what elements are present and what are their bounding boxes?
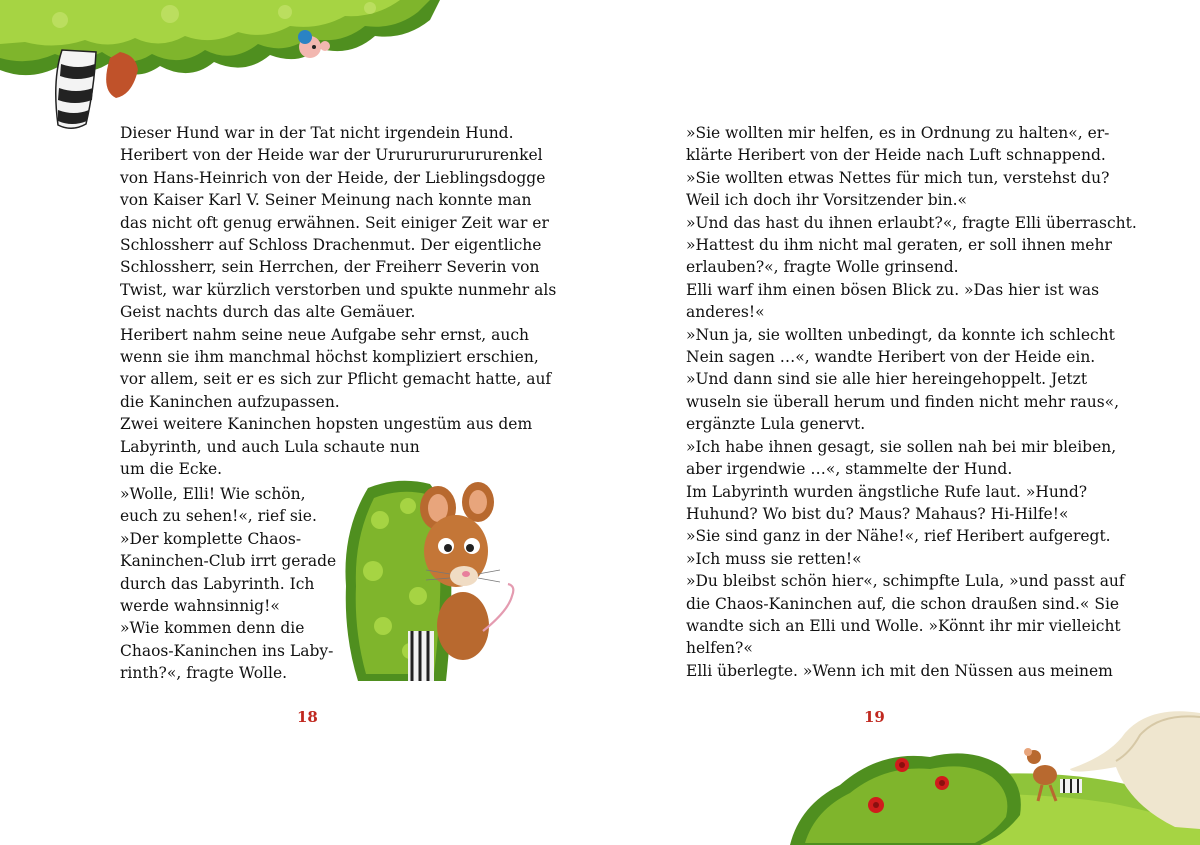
text-line: rinth?«, fragte Wolle. bbox=[120, 664, 288, 683]
red-squirrel-tail bbox=[106, 52, 138, 98]
text-line: »Du bleibst schön hier«, schimpfte Lula, »und passt auf bbox=[686, 572, 1125, 591]
text-line: das nicht oft genug erwähnen. Seit einiger Zeit war er bbox=[120, 213, 549, 232]
text-line: Chaos-Kaninchen ins Laby- bbox=[120, 641, 334, 660]
page-number: 19 bbox=[864, 708, 885, 726]
text-line: Dieser Hund war in der Tat nicht irgendein Hund. bbox=[120, 124, 514, 142]
right-page-main-text bbox=[686, 122, 1137, 682]
text-line: Kaninchen-Club irrt gerade bbox=[120, 552, 337, 571]
text-line: anderes!« bbox=[686, 303, 765, 322]
text-line: vor allem, seit er es sich zur Pflicht gemacht hatte, auf bbox=[120, 370, 552, 389]
mouse-in-hedge-illustration bbox=[338, 476, 518, 686]
text-line: »Und das hast du ihnen erlaubt?«, fragte Elli überrascht. bbox=[686, 213, 1137, 232]
text-line: Huhund? Wo bist du? Maus? Mahaus? Hi-Hilfe!« bbox=[686, 504, 1069, 523]
text-line: helfen?« bbox=[686, 639, 753, 658]
text-line: »Sie wollten etwas Nettes für mich tun, verstehst du? bbox=[686, 168, 1110, 187]
text-line: aber irgendwie …«, stammelte der Hund. bbox=[686, 460, 1013, 479]
text-line: Zwei weitere Kaninchen hopsten ungestüm aus dem bbox=[120, 415, 533, 434]
left-page-wrapped-text bbox=[120, 483, 340, 685]
text-line: wuseln sie überall herum und finden nicht mehr raus«, bbox=[686, 392, 1120, 411]
text-line: euch zu sehen!«, rief sie. bbox=[120, 507, 317, 526]
text-line: Elli überlegte. »Wenn ich mit den Nüssen aus meinem bbox=[686, 661, 1113, 680]
text-line: »Ich habe ihnen gesagt, sie sollen nah bei mir bleiben, bbox=[686, 437, 1117, 456]
text-line: klärte Heribert von der Heide nach Luft schnappend. bbox=[686, 146, 1106, 165]
text-line: werde wahnsinnig!« bbox=[120, 597, 280, 616]
text-line: Schlossherr, sein Herrchen, der Freiherr Severin von bbox=[120, 258, 540, 277]
text-line: »Der komplette Chaos- bbox=[120, 529, 302, 548]
text-line: von Hans-Heinrich von der Heide, der Lieblingsdogge bbox=[120, 168, 546, 187]
text-line: die Kaninchen aufzupassen. bbox=[120, 392, 340, 411]
tree-canopy-illustration bbox=[0, 0, 440, 130]
text-line: um die Ecke. bbox=[120, 460, 223, 479]
text-line: Schlossherr auf Schloss Drachenmut. Der eigentliche bbox=[120, 236, 542, 255]
text-line: durch das Labyrinth. Ich bbox=[120, 574, 315, 593]
text-line: »Hattest du ihm nicht mal geraten, er soll ihnen mehr bbox=[686, 236, 1112, 255]
text-line: von Kaiser Karl V. Seiner Meinung nach konnte man bbox=[120, 191, 532, 210]
striped-leg bbox=[408, 631, 434, 681]
text-line: »Wolle, Elli! Wie schön, bbox=[120, 485, 306, 503]
page-number: 18 bbox=[297, 708, 318, 726]
rose-garden-illustration bbox=[780, 705, 1200, 845]
text-line: »Nun ja, sie wollten unbedingt, da konnte ich schlecht bbox=[686, 325, 1115, 344]
text-line: die Chaos-Kaninchen auf, die schon draußen sind.« Sie bbox=[686, 594, 1120, 613]
text-line: »Und dann sind sie alle hier hereingehoppelt. Jetzt bbox=[686, 370, 1088, 389]
text-line: wenn sie ihm manchmal höchst kompliziert erschien, bbox=[120, 348, 539, 367]
striped-tail bbox=[56, 50, 96, 128]
text-line: »Sie wollten mir helfen, es in Ordnung zu halten«, er- bbox=[686, 124, 1110, 142]
text-line: »Sie sind ganz in der Nähe!«, rief Heribert aufgeregt. bbox=[686, 527, 1111, 546]
text-line: ergänzte Lula genervt. bbox=[686, 415, 866, 434]
text-line: Heribert von der Heide war der Urururururururenkel bbox=[120, 146, 543, 165]
text-line: »Ich muss sie retten!« bbox=[686, 549, 862, 568]
text-line: Heribert nahm seine neue Aufgabe sehr ernst, auch bbox=[120, 325, 529, 344]
text-line: Weil ich doch ihr Vorsitzender bin.« bbox=[686, 191, 968, 210]
rose-bush bbox=[790, 753, 1021, 845]
text-line: Elli warf ihm einen bösen Blick zu. »Das hier ist was bbox=[686, 280, 1100, 299]
right-page bbox=[600, 0, 1200, 845]
text-line: wandte sich an Elli und Wolle. »Könnt ihr mir vielleicht bbox=[686, 616, 1121, 635]
left-page-main-text bbox=[120, 122, 557, 481]
text-line: Geist nachts durch das alte Gemäuer. bbox=[120, 303, 416, 322]
text-line: Labyrinth, und auch Lula schaute nun bbox=[120, 437, 420, 456]
text-line: »Wie kommen denn die bbox=[120, 619, 305, 638]
text-line: erlauben?«, fragte Wolle grinsend. bbox=[686, 258, 959, 277]
text-line: Twist, war kürzlich verstorben und spukte nunmehr als bbox=[120, 280, 557, 299]
text-line: Nein sagen …«, wandte Heribert von der Heide ein. bbox=[686, 348, 1096, 367]
text-line: Im Labyrinth wurden ängstliche Rufe laut. »Hund? bbox=[686, 482, 1088, 501]
